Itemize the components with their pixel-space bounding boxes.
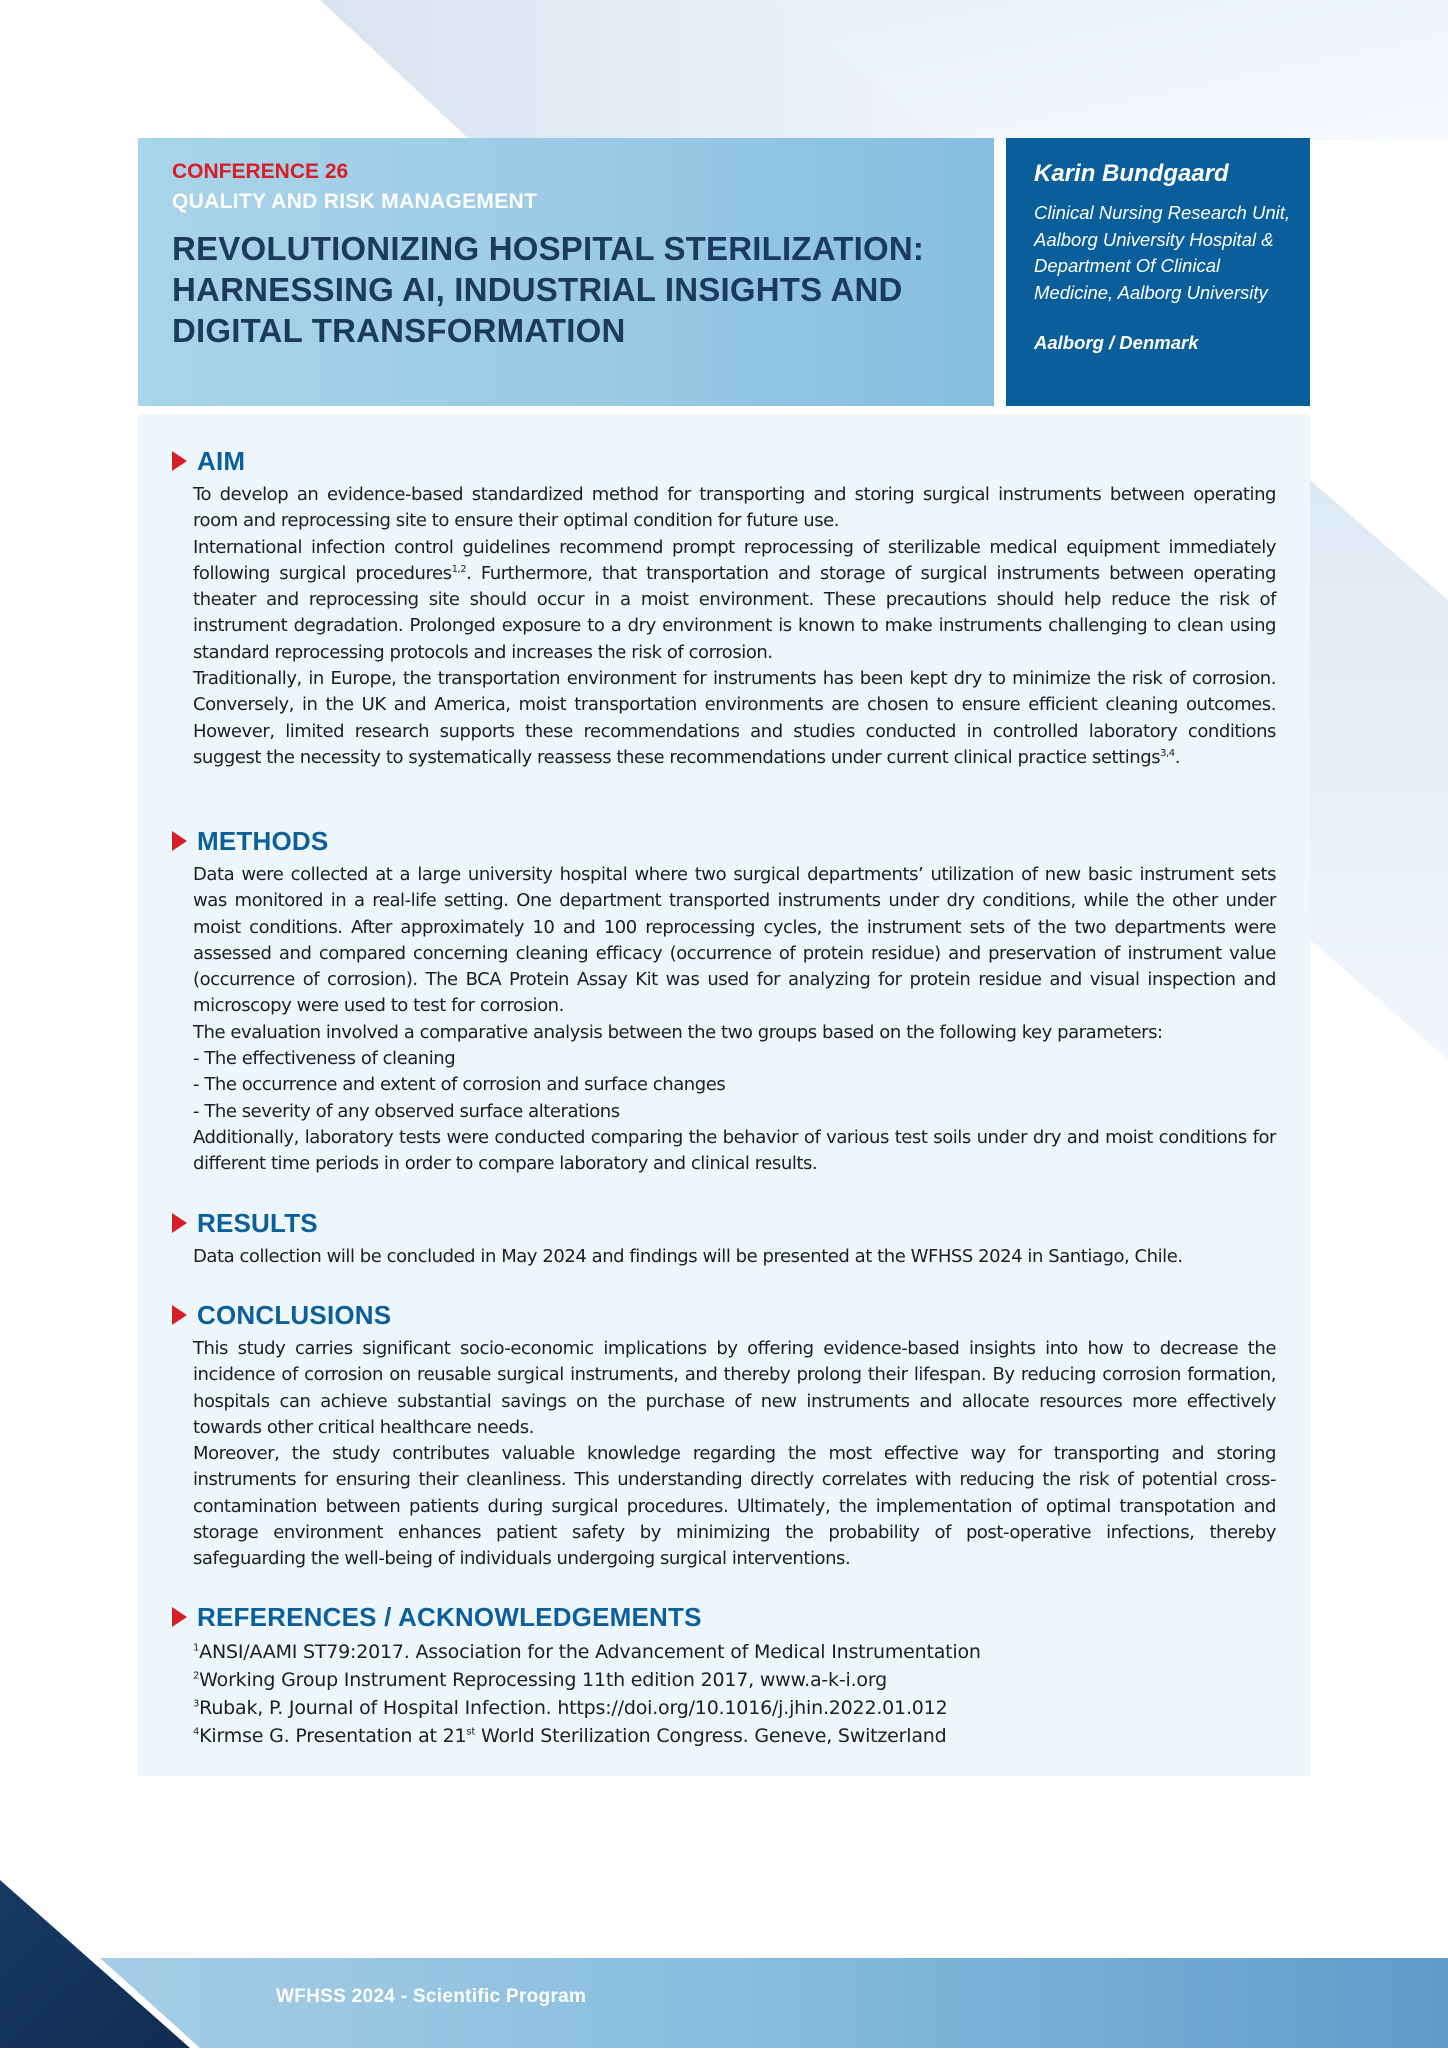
arrow-right-icon <box>172 451 187 471</box>
track-label: QUALITY AND RISK MANAGEMENT <box>172 190 538 213</box>
section-body-aim <box>193 482 1276 771</box>
footer-program-label: WFHSS 2024 - Scientific Program <box>276 1986 587 2007</box>
paragraph: International infection control guidelines recommend prompt reprocessing of sterilizable medical equipment immediately following surgical procedures$^{1,2}$. Furthermore, that transportation and storage of surgical instruments between operating theater and reprocessing site should occur in a moist environment. These precautions should help reduce the risk of instrument degradation. Prolonged exposure to a dry environment is known to make instruments challenging to clean using standard reprocessing protocols and increases the risk of corrosion. <box>193 536 1276 663</box>
references-list <box>193 1638 1276 1750</box>
section-title: RESULTS <box>197 1207 318 1238</box>
arrow-right-icon <box>172 1305 187 1325</box>
section-body-methods <box>193 862 1276 1178</box>
footer-band <box>0 1958 1448 2048</box>
section-heading-aim <box>172 446 245 476</box>
reference-item: $^3$Rubak, P. Journal of Hospital Infection. https://doi.org/10.1016/j.jhin.2022.01.012 <box>193 1697 948 1719</box>
section-title: METHODS <box>197 825 329 856</box>
reference-item: $^1$ANSI/AAMI ST79:2017. Association for the Advancement of Medical Instrumentation <box>193 1641 981 1663</box>
conference-label: CONFERENCE 26 <box>172 160 349 183</box>
page-number: 22 <box>54 1896 92 1934</box>
section-heading-references <box>172 1602 702 1632</box>
section-title: REFERENCES / ACKNOWLEDGEMENTS <box>197 1601 702 1632</box>
page-title: REVOLUTIONIZING HOSPITAL STERILIZATION: HARNESSING AI, INDUSTRIAL INSIGHTS AND DIGITAL TRANSFORMATION <box>172 230 925 349</box>
paragraph: The evaluation involved a comparative analysis between the two groups based on the following key parameters: <box>193 1021 1163 1043</box>
paragraph: Additionally, laboratory tests were conducted comparing the behavior of various test soils under dry and moist conditions for different time periods in order to compare laboratory and clinical results. <box>193 1126 1276 1175</box>
paragraph: This study carries significant socio-economic implications by offering evidence-based insights into how to decrease the incidence of corrosion on reusable surgical instruments, and thereby prolong their lifespan. By reducing corrosion formation, hospitals can achieve substantial savings on the purchase of new instruments and allocate resources more effectively towards other critical healthcare needs. <box>193 1338 1276 1438</box>
paragraph: Moreover, the study contributes valuable knowledge regarding the most effective way for transporting and storing instruments for ensuring their cleanliness. This understanding directly correlates with reducing the risk of potential cross-contamination between patients during surgical procedures. Ultimately, the implementation of optimal transpotation and storage environment enhances patient safety by minimizing the probability of post-operative infections, thereby safeguarding the well-being of individuals undergoing surgical interventions. <box>193 1443 1276 1570</box>
reference-item: $^2$Working Group Instrument Reprocessing 11th edition 2017, www.a-k-i.org <box>193 1669 887 1691</box>
paragraph: Data collection will be concluded in May 2024 and findings will be presented at the WFHSS 2024 in Santiago, Chile. <box>193 1246 1183 1267</box>
section-body-conclusions <box>193 1336 1276 1573</box>
paragraph: Traditionally, in Europe, the transportation environment for instruments has been kept dry to minimize the risk of corrosion. Conversely, in the UK and America, moist transportation environments are chosen to ensure efficient cleaning outcomes. However, limited research supports these recommendations and studies conducted in controlled laboratory conditions suggest the necessity to systematically reassess these recommendations under current clinical practice settings$^{3,4}$. <box>193 668 1276 768</box>
section-title: CONCLUSIONS <box>197 1299 392 1330</box>
section-heading-results <box>172 1208 318 1238</box>
arrow-right-icon <box>172 1213 187 1233</box>
author-affiliation: Clinical Nursing Research Unit, Aalborg University Hospital & Department Of Clinical Medicine, Aalborg University <box>1034 202 1291 303</box>
section-title: AIM <box>197 445 246 476</box>
list-item: - The effectiveness of cleaning <box>193 1048 456 1070</box>
arrow-right-icon <box>172 1607 187 1627</box>
reference-item: $^4$Kirmse G. Presentation at 21st World Sterilization Congress. Geneve, Switzerland <box>193 1725 947 1747</box>
author-box <box>1006 138 1310 406</box>
author-name: Karin Bundgaard <box>1034 160 1229 187</box>
section-body-results <box>193 1244 1276 1270</box>
arrow-right-icon <box>172 831 187 851</box>
section-heading-methods <box>172 826 328 856</box>
title-banner <box>138 138 994 406</box>
paragraph: Data were collected at a large university hospital where two surgical departments’ utilization of new basic instrument sets was monitored in a real-life setting. One department transported instruments under dry conditions, while the other under moist conditions. After approximately 10 and 100 reprocessing cycles, the instrument sets of the two departments were assessed and compared concerning cleaning efficacy (occurrence of protein residue) and preservation of instrument value (occurrence of corrosion). The BCA Protein Assay Kit was used for analyzing for protein residue and visual inspection and microscopy were used to test for corrosion. <box>193 864 1276 1017</box>
list-item: - The severity of any observed surface alterations <box>193 1100 620 1122</box>
paragraph: To develop an evidence-based standardized method for transporting and storing surgical instruments between operating room and reprocessing site to ensure their optimal condition for future use. <box>193 484 1276 532</box>
section-heading-conclusions <box>172 1300 391 1330</box>
author-location: Aalborg / Denmark <box>1034 332 1199 353</box>
list-item: - The occurrence and extent of corrosion and surface changes <box>193 1074 726 1096</box>
